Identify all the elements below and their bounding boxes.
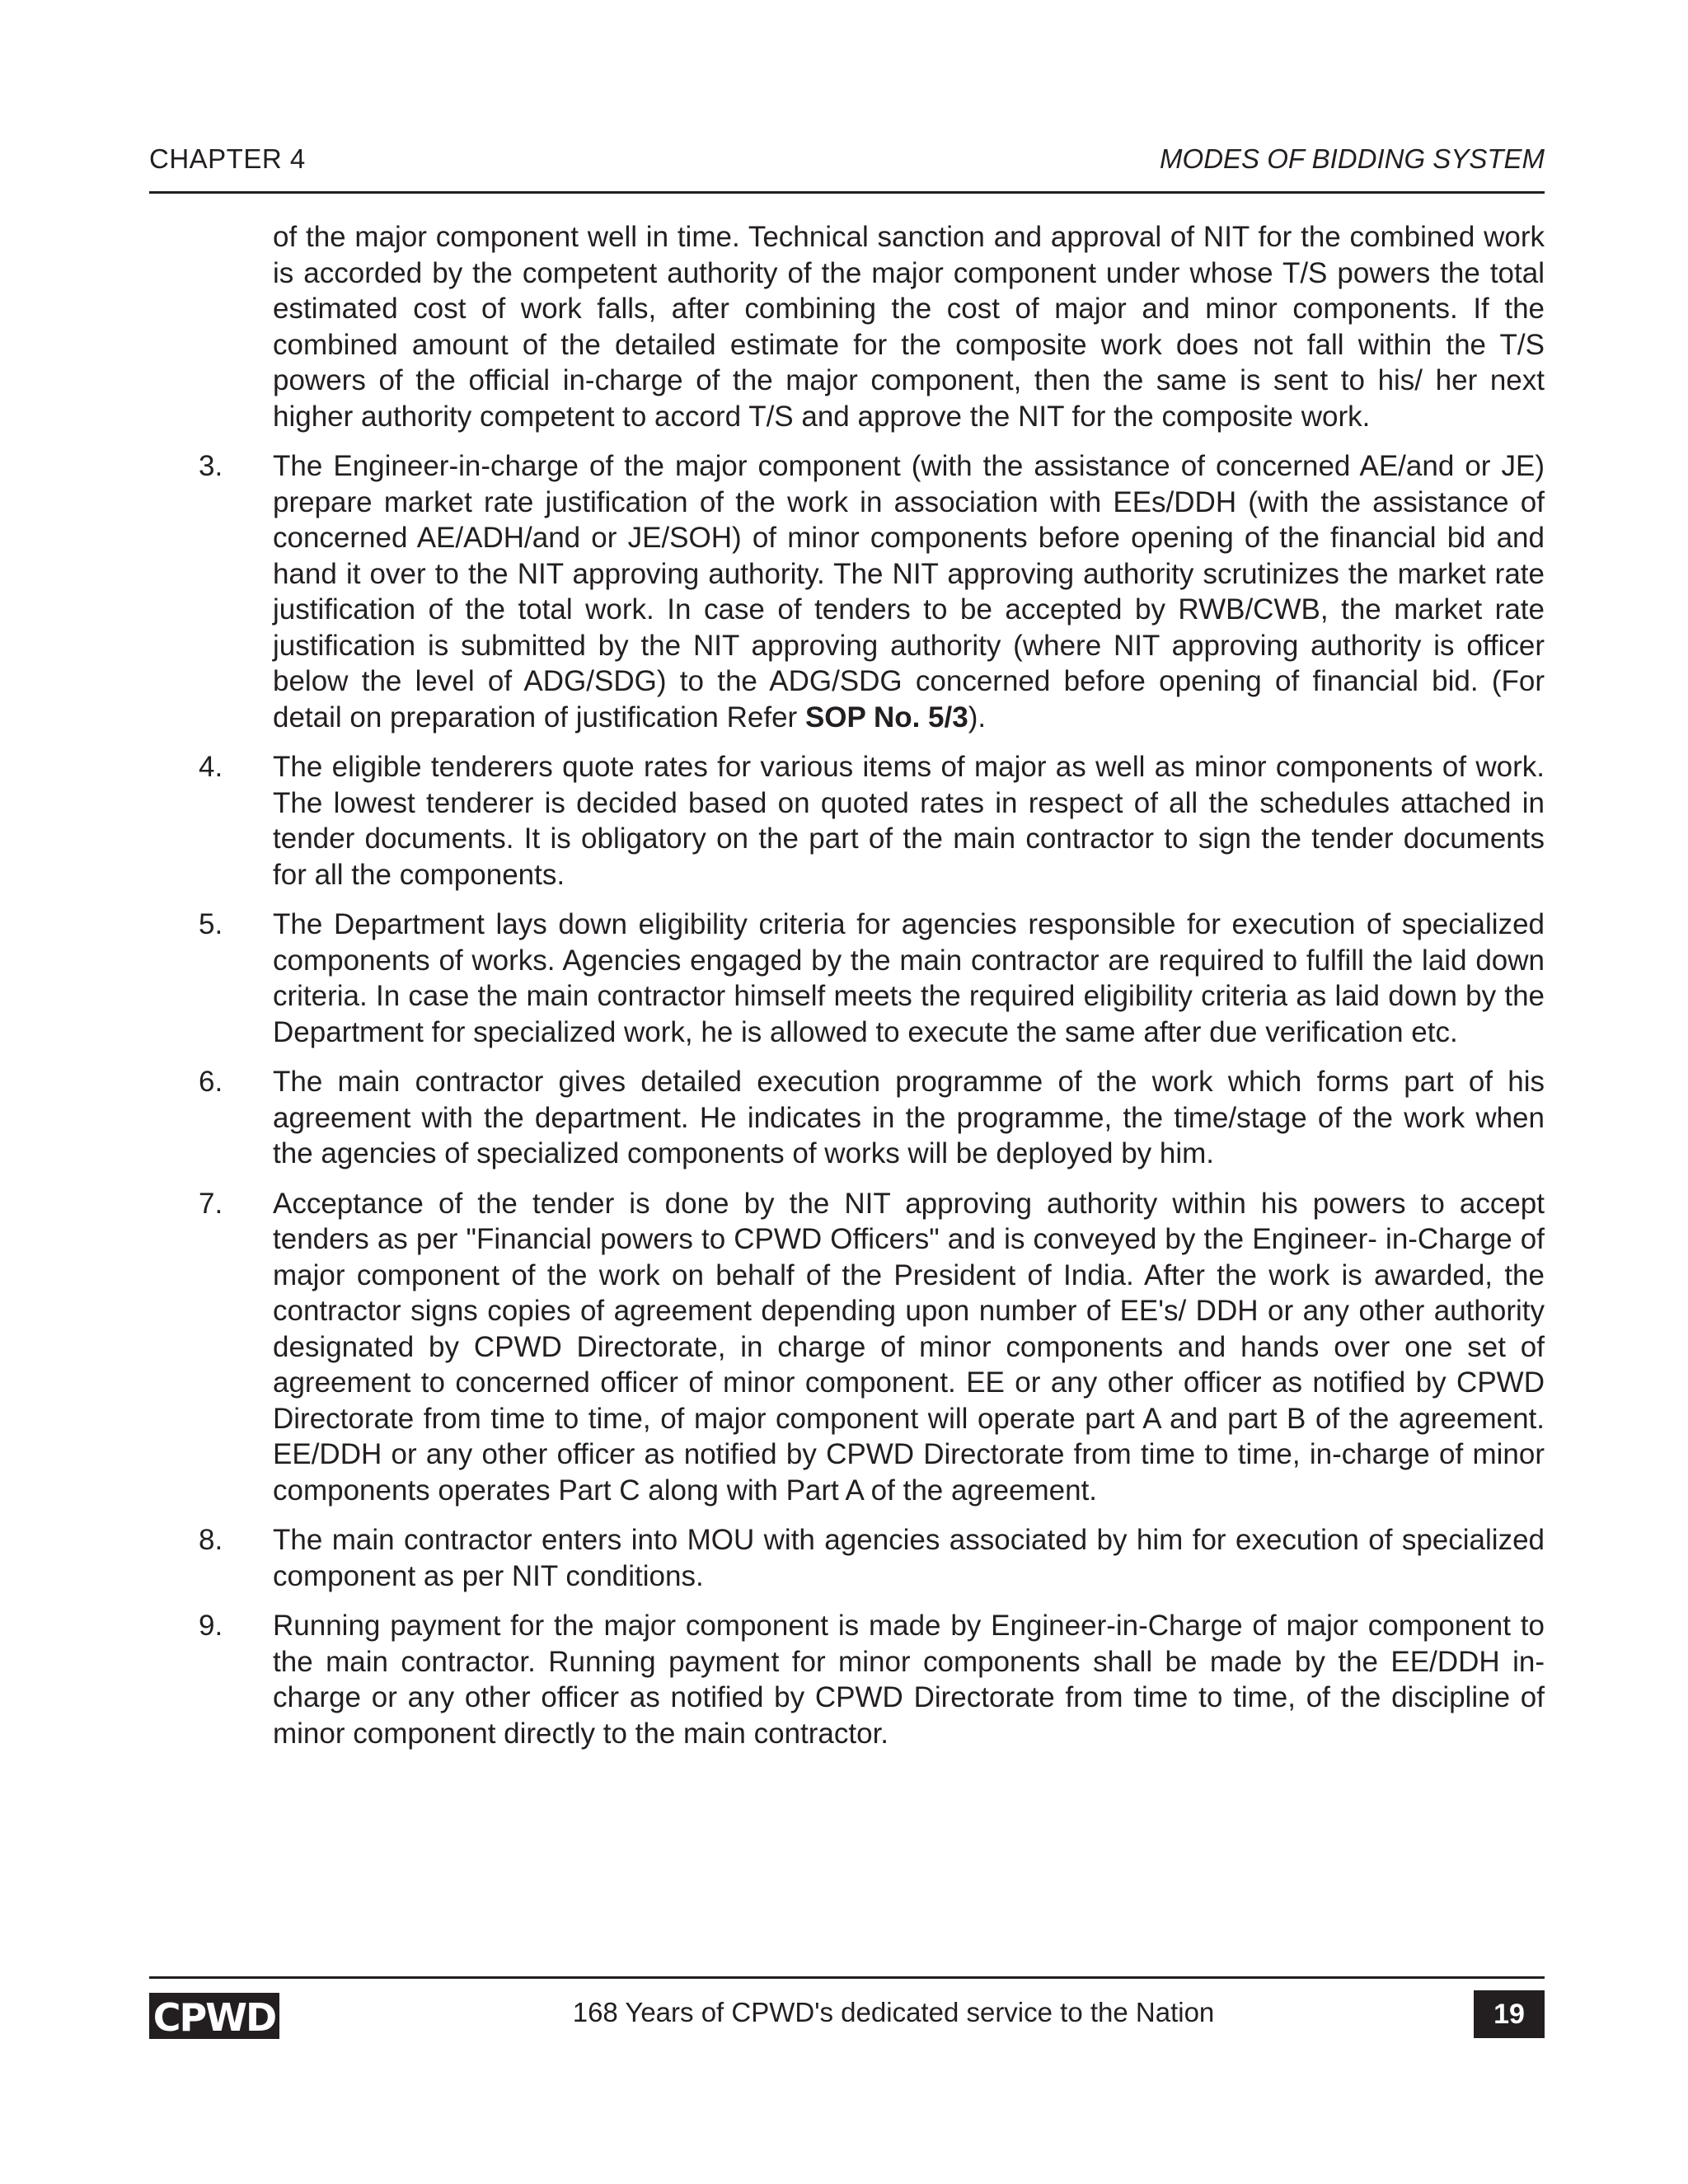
list-item — [149, 1522, 1545, 1594]
item-text — [273, 448, 1545, 735]
page-header — [149, 140, 1545, 194]
list-item — [149, 1608, 1545, 1751]
item-text-before: The Engineer-in-charge of the major component (with the assistance of concerned AE/and or JE) prepare market rate justification of the work in association with EEs/DDH (with the assistance of concerned AE/ADH/and or JE/SOH) of minor components before opening of the financial bid and hand it over to the NIT approving authority. The NIT approving authority scrutinizes the market rate justification of the total work. In case of tenders to be accepted by RWB/CWB, the market rate justification is submitted by the NIT approving authority (where NIT approving authority is officer below the level of ADG/SDG) to the ADG/SDG concerned before opening of financial bid. (For detail on preparation of justification Refer — [273, 450, 1545, 733]
item-number: 3. — [199, 450, 223, 482]
document-body — [149, 219, 1545, 1765]
item-number: 8. — [199, 1524, 223, 1556]
item-text-after: ). — [968, 701, 987, 733]
chapter-label: CHAPTER 4 — [149, 143, 306, 174]
sop-reference: SOP No. 5/3 — [804, 701, 968, 733]
list-item — [149, 907, 1545, 1050]
page-number: 19 — [1474, 1990, 1545, 2038]
list-item — [149, 749, 1545, 893]
item-number: 7. — [199, 1187, 223, 1220]
chapter-title: MODES OF BIDDING SYSTEM — [1160, 143, 1545, 174]
item-text: The main contractor gives detailed execution programme of the work which forms part of his agreement with the department. He indicates in the programme, the time/stage of the work when the agencies of specialized components of works will be deployed by him. — [273, 1066, 1545, 1169]
item-text: Running payment for the major component is made by Engineer-in-Charge of major component to the main contractor. Running payment for minor components shall be made by the EE/DDH in-charge or any other officer as notified by CPWD Directorate from time to time, of the discipline of minor component directly to the main contractor. — [273, 1610, 1545, 1750]
item-number: 5. — [199, 908, 223, 940]
item-text: The main contractor enters into MOU with agencies associated by him for execution of specialized component as per NIT conditions. — [273, 1524, 1545, 1592]
item-text: Acceptance of the tender is done by the NIT approving authority within his powers to accept tenders as per "Financial powers to CPWD Officers" and is conveyed by the Engineer- in-Charge of major component of the work on behalf of the President of India. After the work is awarded, the contractor signs copies of agreement depending upon number of EE's/ DDH or any other authority designated by CPWD Directorate, in charge of minor components and hands over one set of agreement to concerned officer of minor component. EE or any other officer as notified by CPWD Directorate from time to time, of major component will operate part A and part B of the agreement. EE/DDH or any other officer as notified by CPWD Directorate from time to time, in-charge of minor components operates Part C along with Part A of the agreement. — [273, 1187, 1545, 1507]
item-number: 9. — [199, 1610, 223, 1642]
logo-text: CPWD — [152, 1995, 276, 2039]
item-number: 6. — [199, 1066, 223, 1098]
footer-rule — [149, 1976, 1545, 1979]
list-item — [149, 1186, 1545, 1509]
item-number: 4. — [199, 751, 223, 783]
item-text: The eligible tenderers quote rates for various items of major as well as minor components of work. The lowest tenderer is decided based on quoted rates in respect of all the schedules attached in tender documents. It is obligatory on the part of the main contractor to sign the tender documents for all the components. — [273, 751, 1545, 891]
list-item — [149, 1064, 1545, 1172]
footer-tagline: 168 Years of CPWD's dedicated service to the Nation — [572, 1997, 1215, 2027]
item-text: The Department lays down eligibility criteria for agencies responsible for execution of specialized components of works. Agencies engaged by the main contractor are required to fulfill the laid down criteria. In case the main contractor himself meets the required eligibility criteria as laid down by the Department for specialized work, he is allowed to execute the same after due verification etc. — [273, 908, 1545, 1048]
intro-paragraph: of the major component well in time. Technical sanction and approval of NIT for the combined work is accorded by the competent authority of the major component under whose T/S powers the total estimated cost of work falls, after combining the cost of major and minor components. If the combined amount of the detailed estimate for the composite work does not fall within the T/S powers of the official in-charge of the major component, then the same is sent to his/ her next higher authority competent to accord T/S and approve the NIT for the composite work. — [273, 221, 1545, 433]
list-item — [149, 448, 1545, 735]
